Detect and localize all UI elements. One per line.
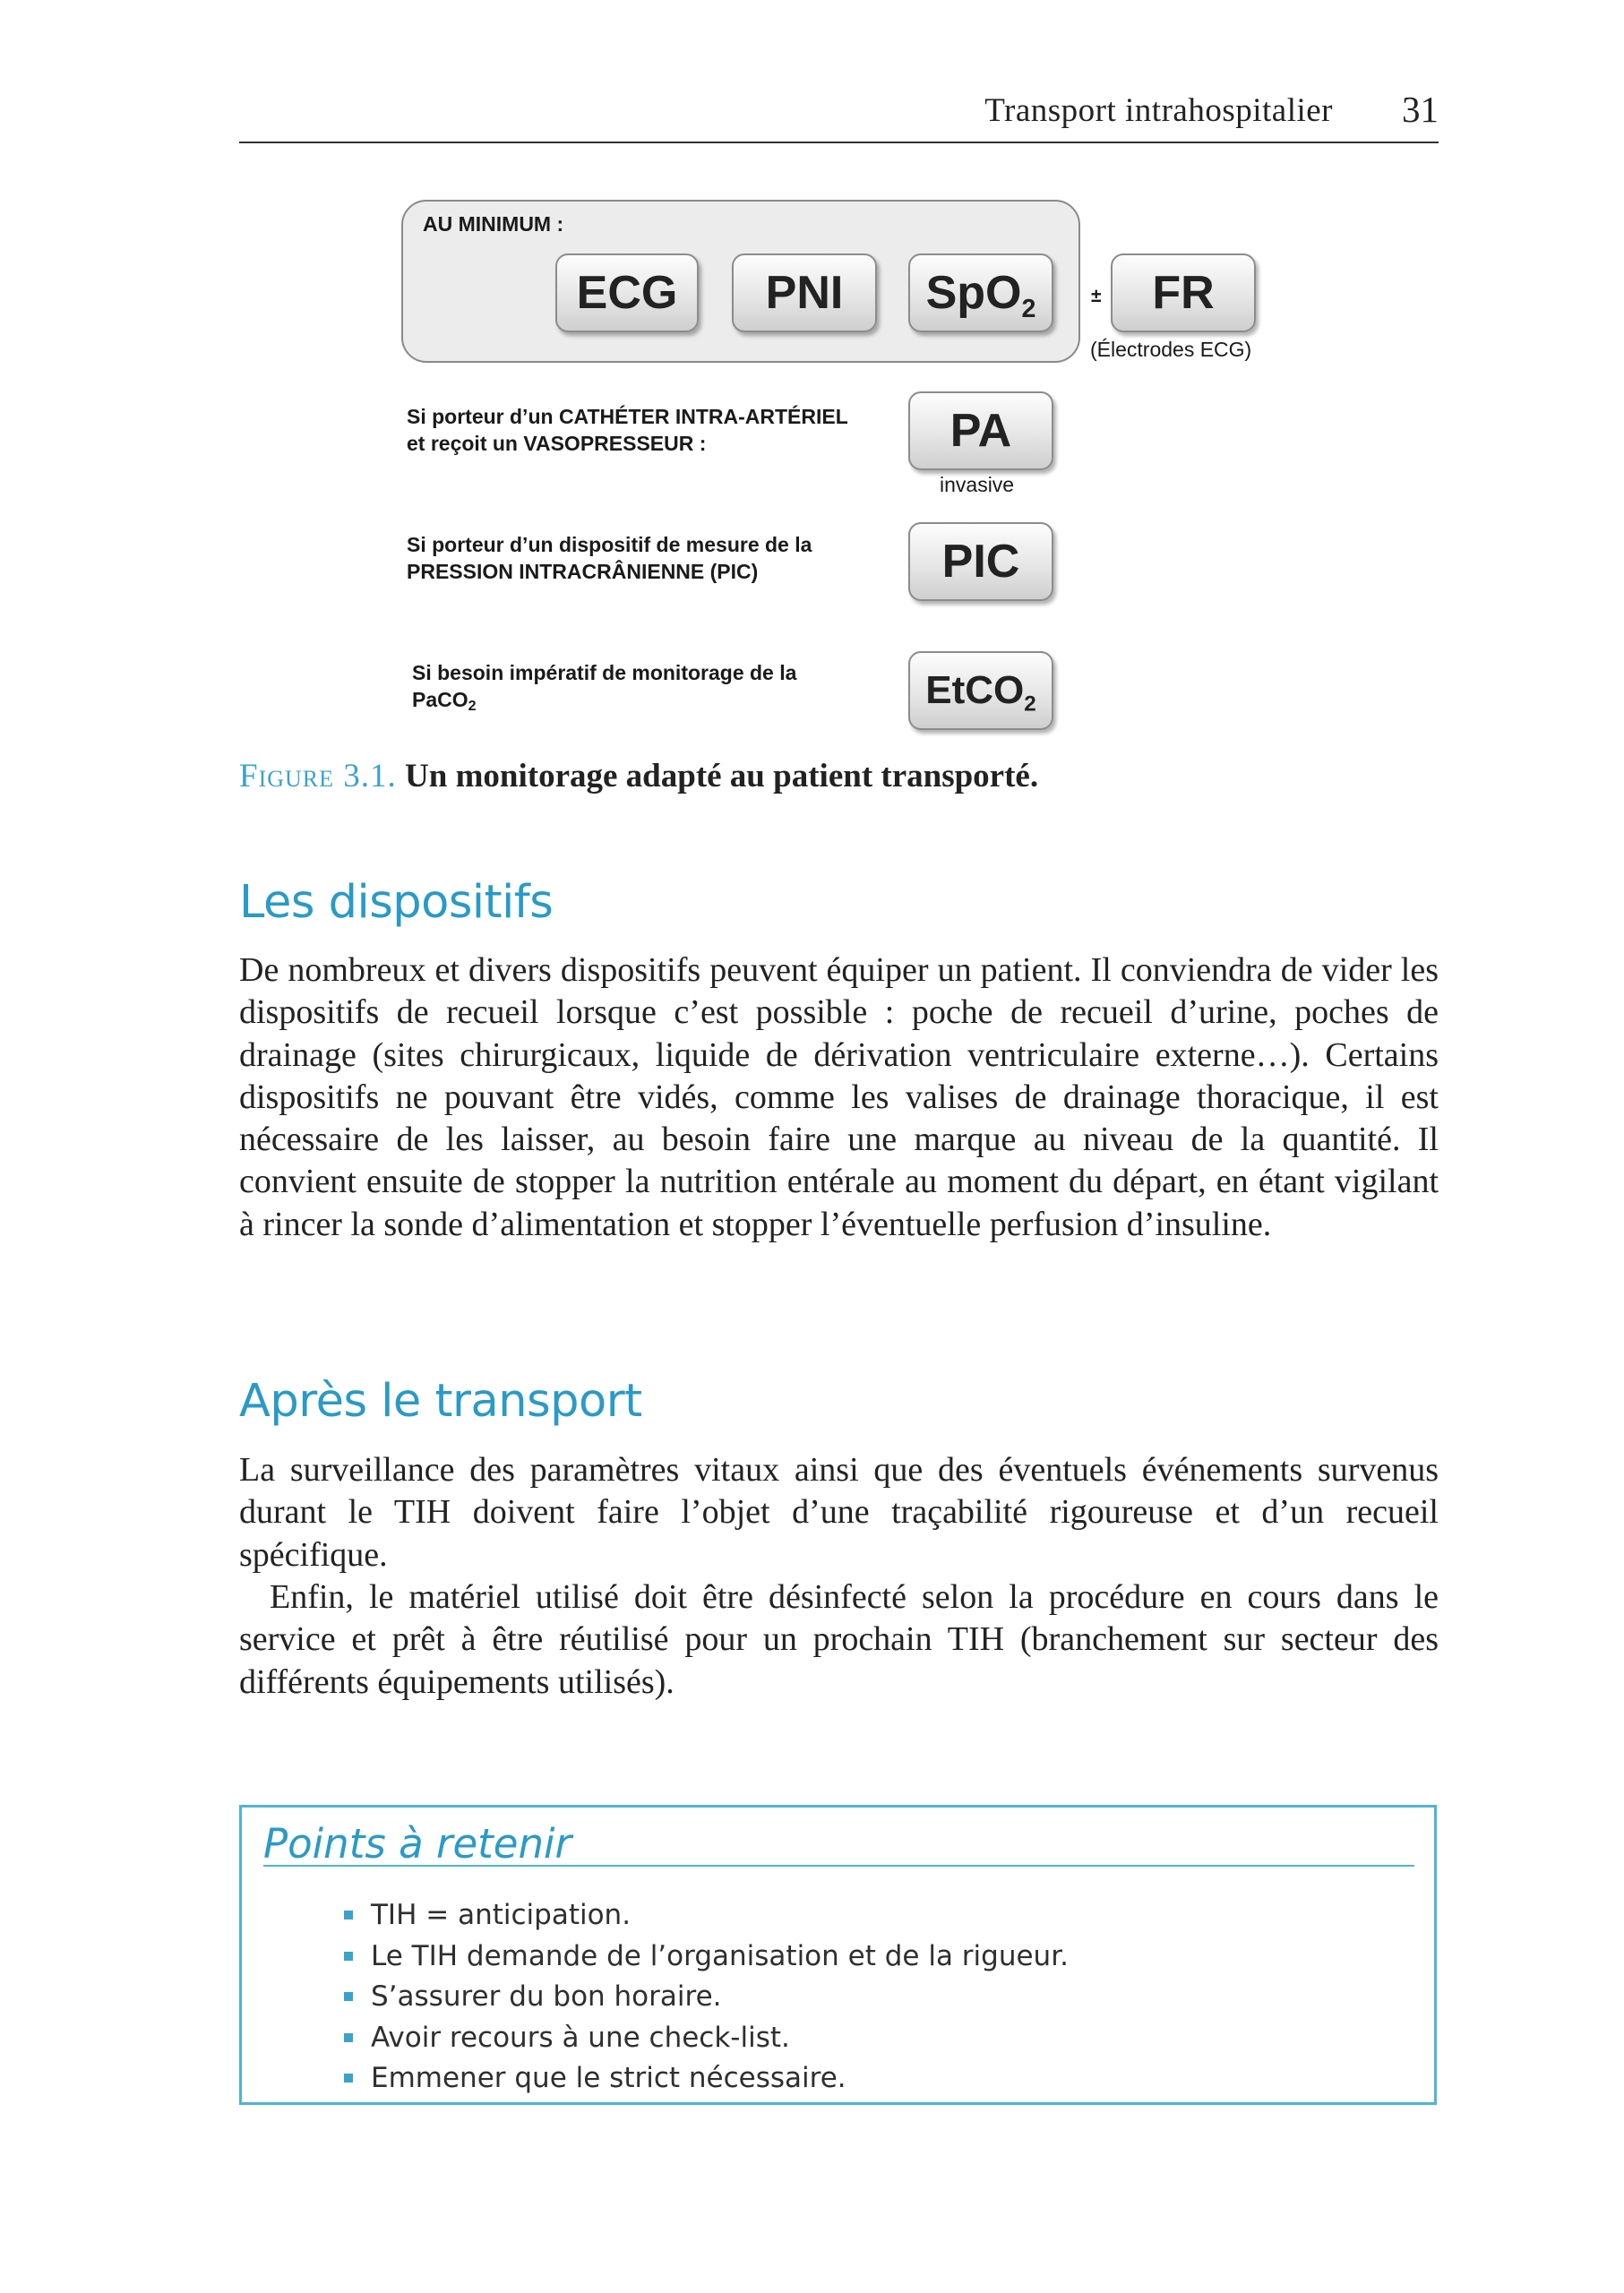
bullet-icon — [344, 1992, 353, 2001]
monitoring-figure — [394, 193, 1290, 739]
ecg-label: ECG — [576, 267, 678, 319]
pic-label: PIC — [941, 536, 1020, 588]
spo2-label — [925, 266, 1036, 323]
pa-note: invasive — [940, 473, 1015, 496]
list-item — [344, 2018, 1069, 2059]
fr-key — [1111, 253, 1256, 332]
plus-minus-sign: ± — [1091, 286, 1102, 306]
pic-condition-line1: Si porteur d’un dispositif de mesure de la — [407, 533, 812, 556]
etco2-condition — [412, 659, 796, 713]
list-item-text: S’assurer du bon horaire. — [371, 1980, 722, 2013]
page-number: 31 — [1402, 89, 1439, 130]
pa-condition-line2: et reçoit un VASOPRESSEUR : — [407, 432, 707, 455]
pic-key — [908, 522, 1053, 601]
pni-key — [732, 253, 877, 332]
fr-label: FR — [1152, 267, 1215, 319]
pa-label: PA — [949, 405, 1012, 457]
pa-condition-line1: Si porteur d’un CATHÉTER INTRA-ARTÉRIEL — [407, 405, 848, 428]
spo2-base: SpO — [925, 267, 1022, 319]
list-item — [344, 1895, 1069, 1937]
figure-caption — [239, 757, 1038, 795]
paco2-subscript: 2 — [468, 698, 477, 715]
fr-note: (Électrodes ECG) — [1090, 338, 1252, 361]
bullet-icon — [344, 2074, 353, 2083]
section-heading-dispositifs: Les dispositifs — [239, 876, 554, 929]
running-header — [239, 82, 1439, 143]
list-item — [344, 1937, 1069, 1978]
bullet-icon — [344, 2033, 353, 2042]
caption-text: Un monitorage adapté au patient transporté. — [405, 758, 1039, 794]
minimum-label: AU MINIMUM : — [423, 212, 564, 236]
bullet-icon — [344, 1911, 353, 1919]
pa-key — [908, 391, 1053, 470]
list-item-text: TIH = anticipation. — [371, 1899, 632, 1931]
list-item — [344, 2058, 1069, 2100]
running-title: Transport intrahospitalier — [984, 92, 1333, 129]
key-points-box — [239, 1805, 1437, 2105]
pa-condition — [407, 403, 848, 457]
etco2-key — [908, 651, 1053, 730]
etco2-base: EtCO — [925, 668, 1025, 712]
ecg-key — [555, 253, 699, 332]
section-paragraph-apres-1: La surveillance des paramètres vitaux ainsi que des éventuels événements survenus durant le TIH doivent faire l’objet d’une traçabilité rigoureuse et d’un recueil spécifique. — [239, 1451, 1439, 1574]
list-item — [344, 1977, 1069, 2018]
bullet-icon — [344, 1952, 353, 1961]
paco2-base: PaCO — [412, 688, 468, 711]
key-points-list — [344, 1895, 1069, 2100]
list-item-text: Emmener que le strict nécessaire. — [371, 2062, 846, 2094]
etco2-subscript: 2 — [1024, 691, 1036, 717]
caption-label: Figure 3.1. — [239, 758, 397, 794]
pic-condition-line2: PRESSION INTRACRÂNIENNE (PIC) — [407, 560, 759, 583]
list-item-text: Avoir recours à une check-list. — [371, 2021, 790, 2054]
etco2-condition-line2 — [412, 686, 796, 713]
spo2-key — [908, 253, 1053, 332]
section-heading-apres-transport: Après le transport — [239, 1375, 642, 1428]
pni-label: PNI — [765, 267, 844, 319]
section-paragraph-apres-2: Enfin, le matériel utilisé doit être désinfecté selon la procédure en cours dans le service et prêt à être réutilisé pour un prochain TIH (branchement sur secteur des différents équipements utilisés). — [239, 1578, 1439, 1701]
section-paragraph-dispositifs: De nombreux et divers dispositifs peuvent équiper un patient. Il conviendra de vider les dispositifs de recueil lorsque c’est possible : poche de recueil d’urine, poches de drainage (sites chirurgicaux, liquide de dérivation ventriculaire externe…). Certains dispositifs ne pouvant être vidés, comme les valises de drainage thoracique, il est nécessaire de les laisser, au besoin faire une marque au niveau de la quantité. Il convient ensuite de stopper la nutrition entérale au moment du départ, en étant vigilant à rincer la sonde d’alimentation et stopper l’éventuelle perfusion d’insuline. — [239, 951, 1439, 1243]
etco2-condition-line1: Si besoin impératif de monitorage de la — [412, 661, 797, 684]
etco2-label — [925, 668, 1036, 717]
pic-condition — [407, 531, 812, 585]
list-item-text: Le TIH demande de l’organisation et de la rigueur. — [371, 1939, 1069, 1972]
key-points-title: Points à retenir — [263, 1824, 1414, 1867]
spo2-subscript: 2 — [1021, 295, 1036, 323]
